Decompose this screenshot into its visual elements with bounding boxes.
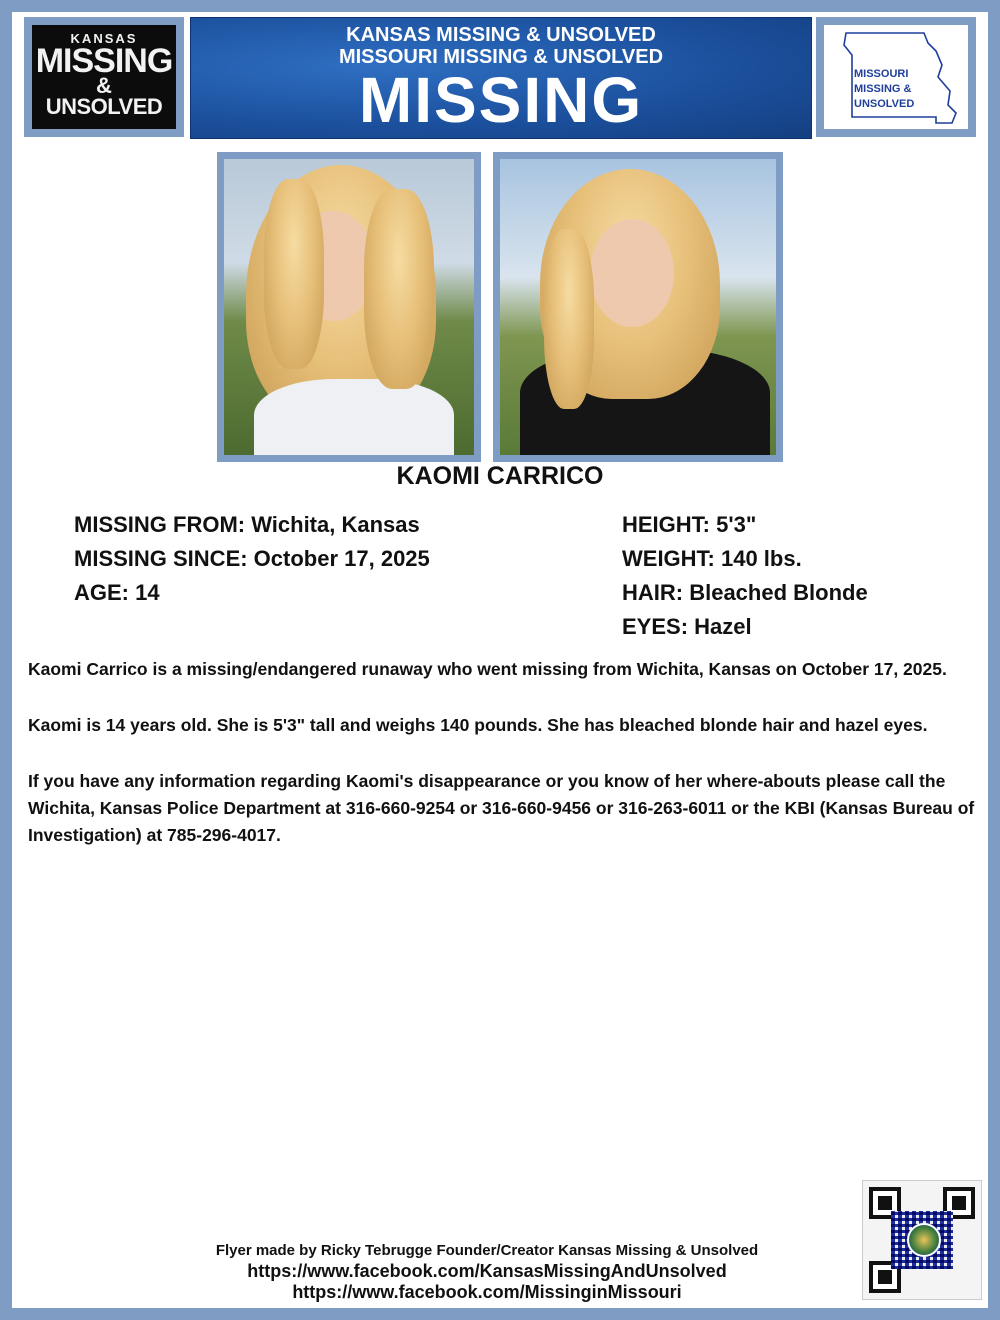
- qr-code[interactable]: [862, 1180, 982, 1300]
- kansas-logo-frame: [24, 17, 184, 137]
- fact-hair: HAIR: Bleached Blonde: [622, 580, 868, 605]
- logo-missing-text: MISSING: [35, 42, 173, 80]
- missouri-logo-line3: UNSOLVED: [854, 98, 915, 110]
- kansas-missing-unsolved-logo: [32, 25, 176, 129]
- description-block: [28, 656, 976, 849]
- missouri-logo-frame: [816, 17, 976, 137]
- banner-line-missouri: MISSOURI MISSING & UNSOLVED: [338, 46, 664, 68]
- logo-amp-text: &: [96, 73, 112, 98]
- banner-line-kansas: KANSAS MISSING & UNSOLVED: [346, 24, 656, 46]
- missouri-logo-line2: MISSING &: [854, 83, 912, 95]
- fact-weight: WEIGHT: 140 lbs.: [622, 546, 802, 571]
- missing-person-photo-1: [224, 159, 474, 455]
- missouri-missing-unsolved-logo: [824, 25, 968, 129]
- fact-missing-from: MISSING FROM: Wichita, Kansas: [74, 512, 420, 537]
- flyer-footer: [142, 1241, 832, 1303]
- fact-age: AGE: 14: [74, 580, 160, 605]
- kansas-seal-icon: [907, 1223, 941, 1257]
- photo-frame-2: [493, 152, 783, 462]
- footer-link-kansas[interactable]: https://www.facebook.com/KansasMissingAndUnsolved: [247, 1261, 727, 1281]
- description-paragraph-3: If you have any information regarding Kaomi's disappearance or you know of her where-abouts please call the Wichita, Kansas Police Department at 316-660-9254 or 316-660-9456 or 316-263-6011 or the KBI (Kansas Bureau of Investigation) at 785-296-4017.: [28, 771, 975, 845]
- missouri-logo-line1: MISSOURI: [854, 68, 909, 80]
- photo-frame-1: [217, 152, 481, 462]
- fact-height: HEIGHT: 5'3": [622, 512, 757, 537]
- fact-eyes: EYES: Hazel: [622, 614, 752, 639]
- missing-banner: [190, 17, 812, 139]
- logo-unsolved-text: UNSOLVED: [45, 94, 163, 119]
- missing-person-photo-2: [500, 159, 776, 455]
- facts-right: [622, 508, 868, 644]
- footer-credit: Flyer made by Ricky Tebrugge Founder/Creator Kansas Missing & Unsolved: [215, 1242, 759, 1259]
- missouri-logo-text: [854, 67, 914, 112]
- banner-title: MISSING: [358, 64, 644, 136]
- description-paragraph-1: Kaomi Carrico is a missing/endangered runaway who went missing from Wichita, Kansas on October 17, 2025.: [28, 659, 947, 679]
- logo-kansas-text: KANSAS: [70, 31, 138, 46]
- fact-missing-since: MISSING SINCE: October 17, 2025: [74, 546, 430, 571]
- facts-left: [74, 508, 430, 610]
- description-paragraph-2: Kaomi is 14 years old. She is 5'3" tall and weighs 140 pounds. She has bleached blonde hair and hazel eyes.: [28, 715, 928, 735]
- footer-link-missouri[interactable]: https://www.facebook.com/MissinginMissouri: [292, 1282, 682, 1302]
- flyer-sheet: [12, 12, 988, 1308]
- missing-person-name: KAOMI CARRICO: [396, 462, 604, 490]
